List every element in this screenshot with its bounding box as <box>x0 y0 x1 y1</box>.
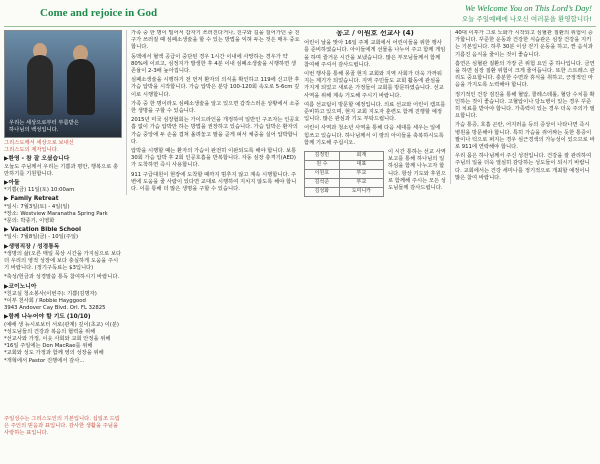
prayer-text-5: *개혁에서 Pastor 진행에서 감사... <box>4 357 85 364</box>
section-event: ▶아둘 <box>4 180 20 187</box>
header-right-subtitle: 오늘 주일예배에 나오신 여러분을 환영합니다! <box>461 15 592 23</box>
report-paragraph: 이 시간 통하는 선교 사역 보고를 통해 하나님의 일하심을 함께 나누고자 합니다. 항상 기도와 후원으로 함께해 주시는 모든 성도님들께 감사드립니다. <box>388 149 446 192</box>
health-article-column <box>126 30 300 195</box>
staff-table <box>304 151 384 197</box>
article-paragraph: 40대 이후가 그로 노화가 시작되고 심혈관 질환의 위험이 증가합니다. 꾸준한 운동과 건강한 식습관은 심장 건강을 지키는 기본입니다. 하루 30분 이상 걷기 운동을 하고, 짠 음식과 기름진 음식을 줄이는 것이 좋습니다. <box>455 30 593 58</box>
table-row: 원 수 대표 <box>305 161 384 170</box>
section-family-retreat: ▶ Family Retreat <box>4 196 59 203</box>
prayer-text-2: *선교사와 가정, 이웃 사회와 교회 안정을 위해 <box>4 336 111 343</box>
table-row: 김성화 도미니카 <box>305 188 384 197</box>
missionary-report-column <box>304 30 446 197</box>
article-paragraph: 911 구급대원이 현장에 도착할 때까지 멈추지 않고 계속 시행합니다. 주변에 도움을 줄 사람이 있다면 교대로 시행하여 지치지 않도록 해야 합니다. 이를 통해 더 많은 생명을 구할 수 있습니다. <box>131 171 297 193</box>
section-koinonia: ▶코이노니아 <box>4 283 37 290</box>
section-bible-reading: ▶생명직장 / 성경통독 <box>4 243 60 250</box>
report-paragraph: 어린이 사역과 청소년 사역을 통해 다음 세대를 세우는 일에 힘쓰고 있습니다. 하나님께서 이 땅의 아이들을 축복하시도록 함께 기도해 주십시오. <box>304 125 444 146</box>
prayer-text: (예배 생 뉴시로보터 서로(관계) 깊이(초교) 이(분) *성도님들의 건강과 복음의 협력을 위해 <box>4 321 119 335</box>
header-left <box>0 0 300 26</box>
header-right-title: We Welcome You on This Lord’s Day! <box>464 3 592 13</box>
prayer-text-3: *16일 주일에는 Don MacRae를 위해 <box>4 343 93 350</box>
koinonia-text-2: *이부 천사회 / Robbie Hayggood <box>4 298 86 305</box>
article-paragraph: 가족 중 한 명이라도 심폐소생술을 알고 있으면 갑작스러운 상황에서 소중한 생명을 구할 수 있습니다. <box>131 100 300 115</box>
header-divider <box>4 26 596 27</box>
article-paragraph: 흡연은 심혈관 질환의 가장 큰 위험 요인 중 하나입니다. 금연을 하면 심장 질환 위험이 크게 줄어듭니다. 또한 스트레스 관리도 중요합니다. 충분한 수면과 휴식을 취하고, 긍정적인 마음을 가지도록 노력해야 합니다. <box>455 60 595 89</box>
article-paragraph: 정기적인 건강 검진을 통해 혈압, 콜레스테롤, 혈당 수치를 확인하는 것이 좋습니다. 고혈압이나 당뇨병이 있는 경우 꾸준히 치료를 받아야 합니다. 가족력이 있는 경우 더욱 주의가 필요합니다. <box>455 91 595 120</box>
vbs-date: *일시: 7월8일(금) - 10일(주일) <box>4 234 79 241</box>
report-paragraph: 여름 선교팀이 방문할 예정입니다. 의료 선교와 어린이 캠프를 준비하고 있으며, 현지 교회 지도자 훈련도 함께 진행할 예정입니다. 많은 관심과 기도 부탁드립니다. <box>304 101 446 123</box>
header-right <box>300 0 600 26</box>
welcome-text: 오늘도 주님께서 우리는 기쁨과 평안, 행복으로 충만하기를 기원합니다. <box>4 163 119 177</box>
announcements-column <box>4 30 122 365</box>
report-paragraph: 이번 행사를 통해 몽골 현지 교회와 지역 사회가 더욱 가까워지는 계기가 되었습니다. 지역 주민들도 교회 활동에 관심을 가지게 되었고 새로운 가정들이 교회를 방문하였습니다. 선교 사역을 위해 계속 기도해 주시기 바랍니다. <box>304 71 444 99</box>
event-text: *기쁨(금) 11일(토) 10:00am <box>4 187 75 194</box>
mission-caption: 그리스도께서 세상으로 보내신 그리스도의 제자입니다. <box>4 140 74 154</box>
retreat-date: *일시: 7월3일(토) - 4일(일) <box>4 203 70 210</box>
retreat-place: *장소: Westview Maranatha Spring Park <box>4 210 108 217</box>
article-paragraph: 우리 몸은 하나님께서 주신 성전입니다. 건강을 잘 관리하여 주님의 일을 더욱 열심히 감당하는 성도들이 되시기 바랍니다. 교회에서는 건강 세미나를 정기적으로 개최할 예정이니 많은 참여 바랍니다. <box>455 153 592 181</box>
report-paragraph: 어린이 날을 맞아 16일 주제 교회에서 어린이들을 위한 행사를 준비하였습니다. 아이들에게 선물을 나누어 주고 함께 게임을 하며 즐거운 시간을 보냈습니다. 많은 부모님들께서 함께 참여해 주셔서 감사드립니다. <box>304 40 446 68</box>
koinonia-text: *친교실 청소봉사(이번주): 기쁨(김명자) <box>4 290 97 297</box>
koinonia-text-3: 3943 Andover Cay Blvd. Orl. FL 32825 <box>4 305 106 312</box>
article-paragraph: 동맥에서 혈액 공급이 중단된 경우 1시간 이내에 사망하는 경우가 약 80%에 이르고, 심정지가 발생한 후 4분 이내 심폐소생술을 시행하면 생존율이 2-3배 높아집니다. <box>131 53 297 75</box>
section-vbs: ▶ Vacation Bible School <box>4 227 81 234</box>
header-left-title: Come and rejoice in God <box>40 7 158 19</box>
article-paragraph: 2015년 미국 심장협회는 가이드라인을 개정하여 일반인 구조자는 인공호흡 없이 가슴 압박만 하는 방법을 권장하고 있습니다. 가슴 압박은 환자의 가슴 중앙에 두 손을 겹쳐 올려놓고 팔을 곧게 펴서 체중을 실어 압박합니다. <box>131 117 300 145</box>
section-welcome: ▶환영 - 참 잘 오셨습니다 <box>4 156 70 163</box>
table-row: 김정민 회계 <box>305 152 384 161</box>
retreat-contact: *문의: 박종기, 이영화 <box>4 218 55 225</box>
bible-reading-text-2: *축성/헌금과 성경말씀 통독 참여하시기 바랍니다. <box>4 274 120 281</box>
bible-reading-text: *생명의 삶(오른 매일 묵상 시간을 가지심으로 보다 더 우리의 영적 성장에 보다 충실하게 도움을 주시기 바랍니다. (정기구독료는 $3입니다) <box>4 250 122 272</box>
article-paragraph: 심폐소생술을 시행하기 전 먼저 환자의 의식을 확인하고 119에 신고한 후 가슴 압박을 시작합니다. 가슴 압박은 분당 100-120회 속도로 5-6cm 깊이로 시행합니다. <box>131 77 300 98</box>
pastor-photo <box>4 30 122 138</box>
footer-note: 주일성수는 그리스도인의 기본입니다. 십일조 드림은 주인의 믿음과 표입니다. 감사한 생활을 주님을 사랑하는 표입니다. <box>4 416 120 437</box>
article-paragraph: 가슴 통증, 호흡 곤란, 어지러움 등의 증상이 나타나면 즉시 병원을 방문해야 합니다. 특히 가슴을 쥐어짜는 듯한 통증이 팔이나 턱으로 퍼지는 경우 심근경색의 가능성이 있으므로 바로 911에 연락해야 합니다. <box>455 122 595 151</box>
heart-health-column <box>450 30 596 184</box>
table-row: 김석준 부교 <box>305 179 384 188</box>
prayer-text-4: *교회와 성도 가정과 함께 영의 성장을 위해 <box>4 350 104 357</box>
table-row: 이원호 부교 <box>305 170 384 179</box>
photo-caption: 우리는 세상으로부터 부름받은 하나님의 백성입니다. <box>9 120 79 133</box>
missionary-report-title: 몽고 / 이원호 선교사 (4) <box>336 30 414 37</box>
section-prayer: ▶함께 나누어야 할 기도 (10/10) <box>4 314 91 321</box>
article-paragraph: 압박을 시행할 때는 환자의 가슴이 완전히 이완되도록 해야 합니다. 보통 30회 가슴 압박 후 2회 인공호흡을 반복합니다. 자동 심장 충격기(AED)가 도착하면 즉시 사용합니다. <box>131 148 297 169</box>
article-paragraph: 가족 중 한 명이 밀어서 갑자기 쓰러진다거나, 친구와 길을 걸어가던 중 친구가 쓰러질 때 심폐소생술을 할 수 있는 방법을 익혀 두는 것은 매우 중요합니다. <box>131 30 300 51</box>
